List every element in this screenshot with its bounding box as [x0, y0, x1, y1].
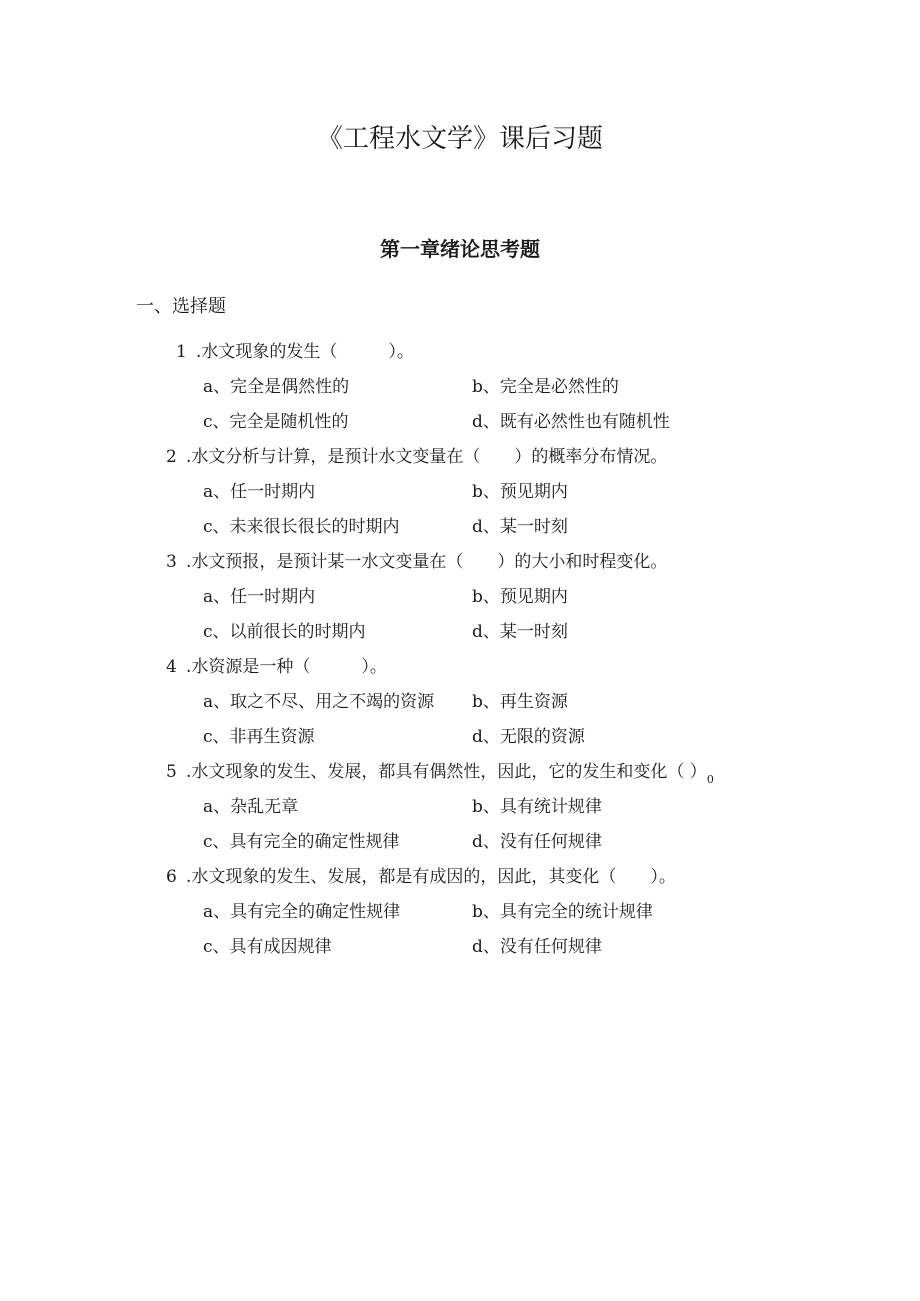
option-d: d、某一时刻 — [472, 517, 568, 537]
question-number: 5 — [166, 762, 177, 782]
option-b: b、完全是必然性的 — [472, 377, 619, 397]
question-3 — [0, 548, 920, 653]
section-heading: 一、选择题 — [136, 296, 226, 317]
question-stem — [0, 548, 920, 583]
option-a: a、任一时期内 — [203, 482, 316, 502]
option-c: c、具有成因规律 — [203, 937, 332, 957]
chapter-title: 第一章绪论思考题 — [380, 237, 540, 261]
question-number: 2 — [166, 447, 177, 467]
option-d: d、既有必然性也有随机性 — [472, 412, 670, 432]
question-6 — [0, 863, 920, 968]
option-d: d、没有任何规律 — [472, 832, 602, 852]
options-row — [0, 688, 920, 723]
question-number: 4 — [166, 657, 177, 677]
option-a: a、具有完全的确定性规律 — [203, 902, 401, 922]
option-b: b、具有统计规律 — [472, 797, 602, 817]
option-b: b、再生资源 — [472, 692, 568, 712]
question-stem — [0, 863, 920, 898]
question-stem — [0, 338, 920, 373]
question-1 — [0, 338, 920, 443]
option-b: b、具有完全的统计规律 — [472, 902, 653, 922]
option-c: c、未来很长很长的时期内 — [203, 517, 400, 537]
question-text: .水资源是一种（ ）。 — [186, 657, 387, 677]
options-row — [0, 373, 920, 408]
option-c: c、非再生资源 — [203, 727, 315, 747]
question-text: .水文分析与计算，是预计水文变量在（ ）的概率分布情况。 — [186, 447, 668, 467]
option-a: a、取之不尽、用之不竭的资源 — [203, 692, 435, 712]
option-c: c、具有完全的确定性规律 — [203, 832, 400, 852]
question-4 — [0, 653, 920, 758]
question-number: 1 — [176, 342, 187, 362]
question-stem — [0, 443, 920, 478]
option-a: a、完全是偶然性的 — [203, 377, 350, 397]
question-text: .水文现象的发生、发展，都是有成因的，因此，其变化（ ）。 — [186, 867, 676, 887]
option-b: b、预见期内 — [472, 587, 568, 607]
options-row — [0, 933, 920, 968]
option-d: d、某一时刻 — [472, 622, 568, 642]
options-row — [0, 723, 920, 758]
question-number: 6 — [166, 867, 177, 887]
question-stem — [0, 758, 920, 793]
option-d: d、没有任何规律 — [472, 937, 602, 957]
option-a: a、杂乱无章 — [203, 797, 299, 817]
question-suffix: 0 — [706, 773, 714, 786]
options-row — [0, 408, 920, 443]
options-row — [0, 583, 920, 618]
option-a: a、任一时期内 — [203, 587, 316, 607]
question-list — [0, 338, 920, 968]
options-row — [0, 618, 920, 653]
options-row — [0, 828, 920, 863]
question-5 — [0, 758, 920, 863]
question-text: .水文预报，是预计某一水文变量在（ ）的大小和时程变化。 — [186, 552, 668, 572]
options-row — [0, 793, 920, 828]
option-c: c、完全是随机性的 — [203, 412, 349, 432]
options-row — [0, 513, 920, 548]
options-row — [0, 898, 920, 933]
options-row — [0, 478, 920, 513]
question-text: .水文现象的发生（ ）。 — [196, 342, 414, 362]
question-2 — [0, 443, 920, 548]
option-b: b、预见期内 — [472, 482, 568, 502]
option-c: c、以前很长的时期内 — [203, 622, 366, 642]
question-stem — [0, 653, 920, 688]
question-number: 3 — [166, 552, 177, 572]
question-text: .水文现象的发生、发展，都具有偶然性，因此，它的发生和变化（ ） — [186, 762, 707, 782]
document-title: 《工程水文学》课后习题 — [316, 124, 603, 154]
option-d: d、无限的资源 — [472, 727, 585, 747]
